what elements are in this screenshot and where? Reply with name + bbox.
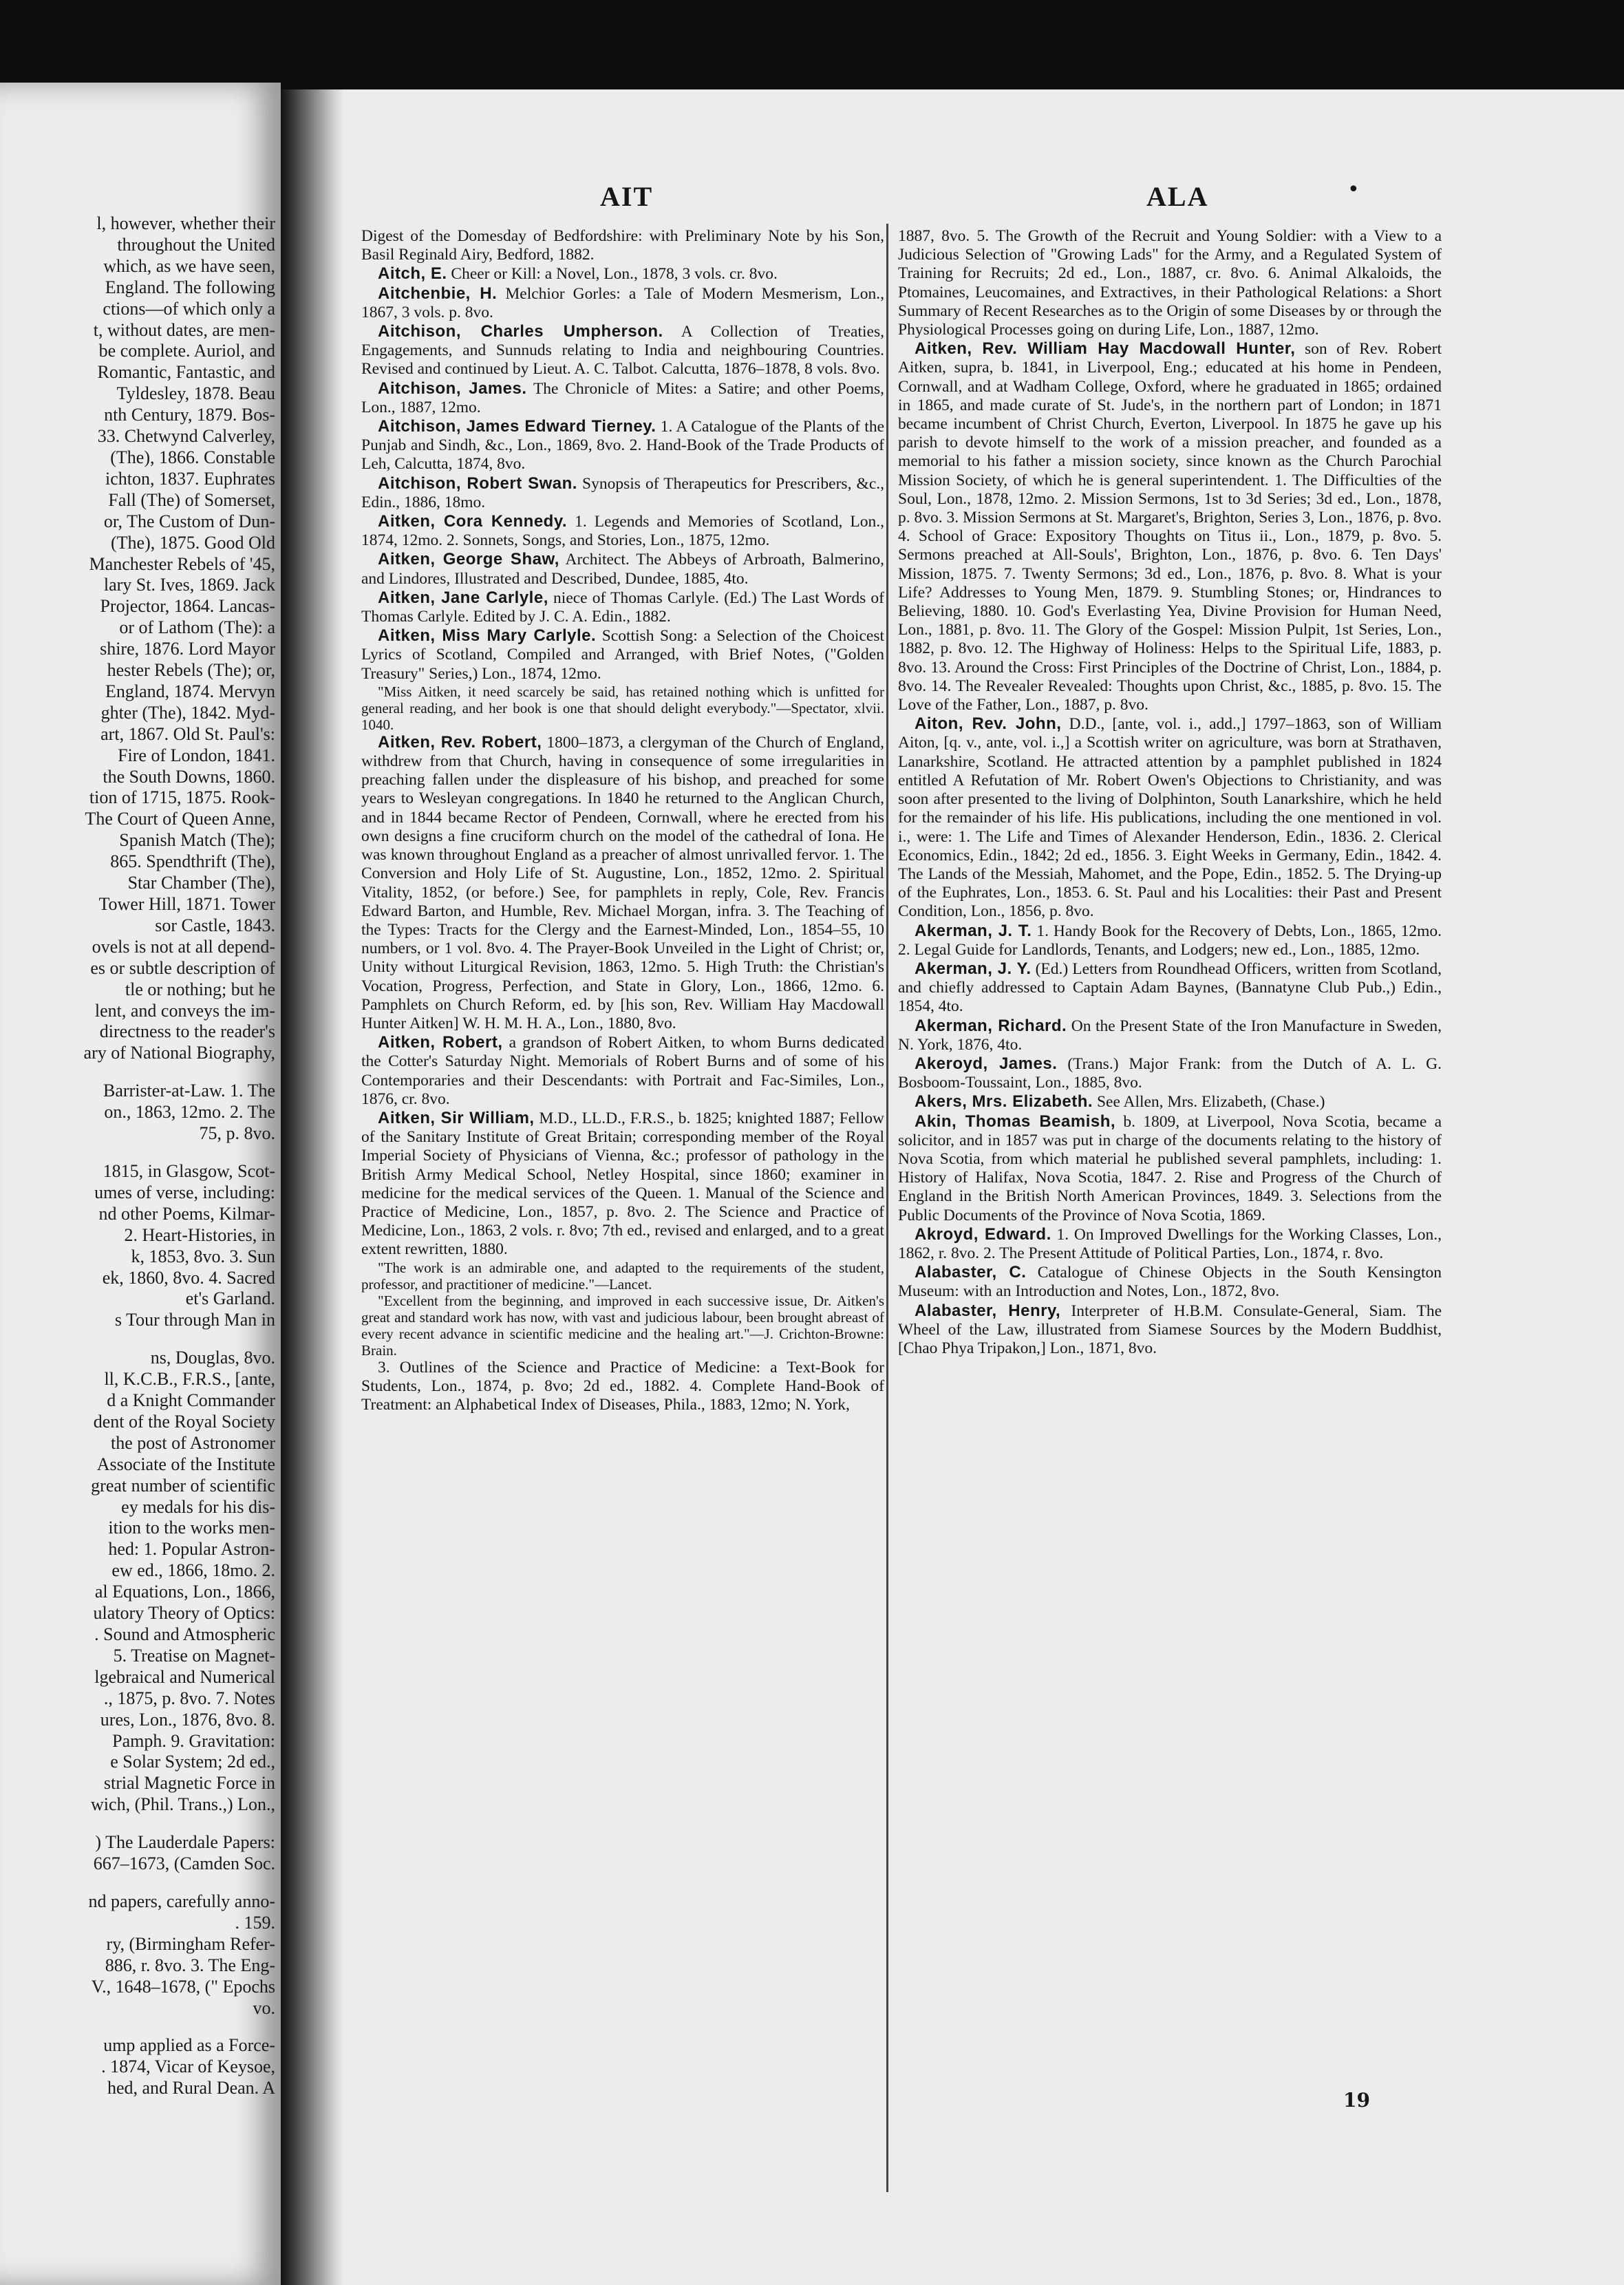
entry-text: On the Present State of the Iron Manufacture in Sweden, N. York, 1876, 4to. xyxy=(898,1017,1442,1054)
entry-quote xyxy=(361,1260,884,1293)
entry-text: "Miss Aitken, it need scarcely be said, has retained nothing which is unfitted for general reading, and her book is one that should delight everybody."—Spectator, xlvii. 1040. xyxy=(361,683,884,733)
entry-text: (Trans.) Major Frank: from the Dutch of A. L. G. Bosboom-Toussaint, Lon., 1885, 8vo. xyxy=(898,1054,1442,1092)
left-page-line: wich, (Phil. Trans.,) Lon., xyxy=(91,1794,275,1815)
left-page-line: ovels is not at all depend- xyxy=(92,936,275,957)
left-page-line: art, 1867. Old St. Paul's: xyxy=(100,723,275,744)
entry-headword: Aitken, Jane Carlyle, xyxy=(378,588,548,607)
entry-text: son of Rev. Robert Aitken, supra, b. 1841, in Liverpool, Eng.; educated at his home in Pendeen, Cornwall, and at Wadham College, Oxford, where he graduated in 1865; ordained in 1865, and made curate of St. Jude's, in the northern part of London; in 1871 became incumbent of Christ Church, Everton, Liverpool. In 1875 he gave up his parish to devote himself to the work of a mission preacher, and founded as a memorial to his father a mission society, since known as the Church Parochial Mission Society, of which he is general superintendent. 1. The Difficulties of the Soul, Lon., 1878, 12mo. 2. Mission Sermons, 1st to 3d Series; 3d ed., Lon., 1878, p. 8vo. 3. Mission Sermons at St. Margaret's, Brighton, Series 3, Lon., 1876, p. 8vo. 4. School of Grace: Expository Thoughts on Titus ii., Lon., 1879, p. 8vo. 5. Sermons preached at All-Souls', Brighton, Lon., 1876, p. 8vo. 6. Ten Days' Mission, 1875. 7. Twenty Sermons; 3d ed., Lon., 1876, p. 8vo. 8. What is your Life? Addresses to Young Men, 1879. 9. Stumbling Stones; or, Hindrances to Believing, 1880. 10. God's Everlasting Yea, Divine Provision for Human Need, Lon., 1881, p. 8vo. 11. The Glory of the Gospel: Mission Pulpit, 1st Series, Lon., 1882, p. 8vo. 12. The Highway of Holiness: Helps to the Spiritual Life, 1883, p. 8vo. 13. Around the Cross: First Principles of the Doctrine of Christ, Lon., 1884, p. 8vo. 14. The Revealer Revealed: Thoughts upon Christ, &c., 1885, p. 8vo. 15. The Love of the Father, Lon., 1887, p. 8vo. xyxy=(898,340,1442,714)
dictionary-entry xyxy=(361,512,884,550)
dictionary-entry xyxy=(898,227,1442,339)
book-gutter xyxy=(281,89,343,2285)
entry-text: 1800–1873, a clergyman of the Church of England, withdrew from that Church, having in consequence of some irregularities in preaching fallen under the displeasure of his bishop, and preached for some years to Wesleyan congregations. In 1840 he returned to the Anglican Church, and in 1844 became Rector of Pendeen, Cornwall, where he erected from his own designs a fine cruciform church on the model of the cathedral of Iona. He was known throughout England as a preacher of almost unrivalled fervor. 1. The Conversion and Holy Life of St. Augustine, Lon., 1852, 12mo. 2. Spiritual Vitality, 1852, (or before.) See, for pamphlets in reply, Cole, Rev. Francis Edward Barton, and Humble, Rev. Michael Morgan, infra. 3. The Teaching of the Types: Tracts for the Clergy and the Earnest-Minded, Lon., 1854–55, 10 numbers, or 1 vol. 8vo. 4. The Prayer-Book Unveiled in the Light of Christ; or, Unity without Liturgical Revision, 1863, 12mo. 5. High Truth: the Christian's Vocation, Progress, Perfection, and State in Glory, Lon., 1866, 12mo. 6. Pamphlets on Church Reform, ed. by [his son, Rev. William Hay Macdowall Hunter Aitken] W. H. M. H. A., Lon., 1880, 8vo. xyxy=(361,733,884,1032)
entry-text: niece of Thomas Carlyle. (Ed.) The Last Words of Thomas Carlyle. Edited by J. C. A. Edin., 1882. xyxy=(361,588,884,626)
entry-text: 3. Outlines of the Science and Practice of Medicine: a Text-Book for Students, Lon., 1874, p. 8vo; 2d ed., 1882. 4. Complete Hand-Book of Treatment: an Alphabetical Index of Diseases, Phila., 1883, 12mo; N. York, xyxy=(361,1358,884,1414)
left-page-line: the South Downs, 1860. xyxy=(103,766,275,787)
left-page-line: be complete. Auriol, and xyxy=(98,341,275,361)
entry-text: 1. Legends and Memories of Scotland, Lon., 1874, 12mo. 2. Sonnets, Songs, and Stories, Lon., 1875, 12mo. xyxy=(361,513,884,550)
entry-headword: Aitch, E. xyxy=(378,264,447,284)
entry-text: The Chronicle of Mites: a Satire; and other Poems, Lon., 1887, 12mo. xyxy=(361,379,884,416)
left-page-line: tle or nothing; but he xyxy=(125,979,275,999)
dictionary-entry xyxy=(361,227,884,264)
left-page-line: s Tour through Man in xyxy=(114,1310,275,1330)
entry-text: Catalogue of Chinese Objects in the South Kensington Museum: with an Introduction and Notes, Lon., 1872, 8vo. xyxy=(898,1264,1442,1301)
left-page-line: nd papers, carefully anno- xyxy=(88,1891,275,1911)
left-page-line: al Equations, Lon., 1866, xyxy=(94,1582,275,1602)
left-page-line: V., 1648–1678, (" Epochs xyxy=(91,1976,275,1997)
dictionary-entry xyxy=(361,322,884,379)
left-page-line: Pamph. 9. Gravitation: xyxy=(112,1730,275,1751)
left-page-line: lary St. Ives, 1869. Jack xyxy=(103,575,275,595)
entry-headword: Aitken, Cora Kennedy. xyxy=(378,512,568,531)
entry-text: 1. Handy Book for the Recovery of Debts, Lon., 1865, 12mo. 2. Legal Guide for Landlords, Tenants, and Lodgers; new ed., Lon., 1885, 12mo. xyxy=(898,922,1442,959)
left-page-line: lent, and conveys the im- xyxy=(94,1000,275,1021)
entry-headword: Aitchison, Charles Umpherson. xyxy=(378,322,663,341)
left-page-line: Fall (The) of Somerset, xyxy=(108,489,275,510)
entry-text: a grandson of Robert Aitken, to whom Burns dedicated the Cotter's Saturday Night. Memorials of Robert Burns and of some of his Contemporaries and their Descendants: with Portrait and Fac-Similes, Lon., 1876, cr. 8vo. xyxy=(361,1034,885,1108)
left-page-line: 33. Chetwynd Calverley, xyxy=(97,426,275,447)
left-page-line: ulatory Theory of Optics: xyxy=(93,1603,275,1624)
left-page-line: Tower Hill, 1871. Tower xyxy=(98,894,275,914)
left-page-line: 865. Spendthrift (The), xyxy=(110,851,275,872)
left-page-line: . Sound and Atmospheric xyxy=(94,1624,275,1644)
entry-headword: Aitchison, Robert Swan. xyxy=(378,474,577,493)
entry-headword: Alabaster, C. xyxy=(915,1263,1027,1282)
left-page-line: ns, Douglas, 8vo. xyxy=(150,1348,275,1368)
entry-headword: Alabaster, Henry, xyxy=(915,1301,1061,1320)
left-page-line: Projector, 1864. Lancas- xyxy=(100,596,275,617)
entry-text: Scottish Song: a Selection of the Choicest Lyrics of Scotland, Compiled and Arranged, with Brief Notes, ("Golden Treasury" Series,) Lon., 1874, 12mo. xyxy=(361,627,885,683)
left-page-line: . 159. xyxy=(235,1912,275,1933)
left-page-line: Fire of London, 1841. xyxy=(118,745,275,765)
left-page-line: hed, and Rural Dean. A xyxy=(107,2078,275,2098)
left-page-line: ump applied as a Force- xyxy=(103,2035,275,2056)
left-page-line: Star Chamber (The), xyxy=(127,873,275,893)
left-page-line: on., 1863, 12mo. 2. The xyxy=(104,1102,275,1123)
dictionary-entry xyxy=(898,1017,1442,1054)
left-page-line: 1815, in Glasgow, Scot- xyxy=(103,1160,275,1181)
entry-text: b. 1809, at Liverpool, Nova Scotia, became a solicitor, and in 1857 was put in charge of the documents relating to the history of Nova Scotia, from which material he published several pamphlets, including: 1. History of Halifax, Nova Scotia, 1847. 2. Rise and Progress of the Church of England in the British North American Provinces, 1849. 3. Selections from the Public Documents of the Province of Nova Scotia, 1869. xyxy=(898,1112,1442,1224)
entry-headword: Aitchison, James. xyxy=(378,379,527,398)
entry-quote xyxy=(361,1293,884,1359)
dictionary-entry xyxy=(898,959,1442,1017)
left-facing-page xyxy=(0,83,281,2285)
left-page-line: vo. xyxy=(253,1997,275,2018)
dictionary-entry xyxy=(361,264,884,284)
left-page-line: ek, 1860, 8vo. 4. Sacred xyxy=(102,1267,275,1288)
entry-text: (Ed.) Letters from Roundhead Officers, written from Scotland, and chiefly addressed to Captain Adam Baynes, (Bannatyne Club Pub.,) Edin., 1854, 4to. xyxy=(898,959,1442,1016)
entry-headword: Akroyd, Edward. xyxy=(915,1224,1051,1244)
left-page-line: or of Lathom (The): a xyxy=(119,617,275,638)
left-page-line: directness to the reader's xyxy=(99,1021,275,1042)
left-page-line: e Solar System; 2d ed., xyxy=(110,1752,275,1772)
entry-text: Digest of the Domesday of Bedfordshire: with Preliminary Note by his Son, Basil Reginald Airy, Bedford, 1882. xyxy=(361,227,884,264)
left-page-line: Romantic, Fantastic, and xyxy=(97,362,275,383)
entry-text: 1. A Catalogue of the Plants of the Punjab and Sindh, &c., Lon., 1869, 8vo. 2. Hand-Book of the Trade Products of Leh, Calcutta, 1874, 8vo. xyxy=(361,418,884,474)
left-page-line: ll, K.C.B., F.R.S., [ante, xyxy=(104,1369,275,1390)
dictionary-entry xyxy=(361,1033,884,1109)
left-page-line: ures, Lon., 1876, 8vo. 8. xyxy=(100,1709,275,1730)
left-page-line: England, 1874. Mervyn xyxy=(105,681,275,701)
left-page-line: shire, 1876. Lord Mayor xyxy=(100,639,275,659)
left-page-line: throughout the United xyxy=(117,234,275,255)
left-page-line: ary of National Biography, xyxy=(83,1043,275,1063)
entry-headword: Akerman, Richard. xyxy=(915,1016,1067,1035)
dictionary-entry xyxy=(361,417,884,474)
left-page-line: lgebraical and Numerical xyxy=(94,1666,275,1687)
page-number: 19 xyxy=(1343,2089,1370,2112)
left-page-line: England. The following xyxy=(105,277,275,297)
dictionary-entry xyxy=(361,626,884,683)
entry-headword: Akers, Mrs. Elizabeth. xyxy=(915,1092,1093,1112)
running-head-left: AIT xyxy=(600,181,654,212)
left-page-column xyxy=(6,213,275,2099)
entry-text: "The work is an admirable one, and adapted to the requirements of the student, professor, and practitioner of medicine."—Lancet. xyxy=(361,1259,884,1293)
left-page-line: 2. Heart-Histories, in xyxy=(124,1224,275,1245)
left-page-line: et's Garland. xyxy=(185,1288,275,1309)
left-page-line: nd other Poems, Kilmar- xyxy=(98,1203,275,1224)
left-page-line: . 1874, Vicar of Keysoe, xyxy=(101,2056,275,2077)
entry-headword: Aitken, Robert, xyxy=(378,1033,503,1052)
left-page-line: ) The Lauderdale Papers: xyxy=(95,1832,275,1853)
entry-text: Interpreter of H.B.M. Consulate-General, Siam. The Wheel of the Law, illustrated from Siamese Sources by the Modern Buddhist, [Chao Phya Tripakon,] Lon., 1871, 8vo. xyxy=(898,1301,1442,1357)
left-page-line: k, 1853, 8vo. 3. Sun xyxy=(131,1246,275,1266)
left-page-line: nth Century, 1879. Bos- xyxy=(104,405,275,425)
left-page-line: t, without dates, are men- xyxy=(93,319,275,340)
entry-text: 1887, 8vo. 5. The Growth of the Recruit and Young Soldier: with a View to a Judicious Selection of "Growing Lads" for the Army, and a Regulated System of Training for Recruits; 2d ed., Lon., 1887, cr. 8vo. 6. Animal Alkaloids, the Ptomaines, Leucomaines, and Extractives, in their Pathological Relations: a Short Summary of Recent Researches as to the Origin of some Diseases by or through the Physiological Processes going on during Life, Lon., 1887, 12mo. xyxy=(898,227,1442,339)
entry-text: Synopsis of Therapeutics for Prescribers, &c., Edin., 1886, 18mo. xyxy=(361,474,884,511)
column-rule xyxy=(886,224,888,2192)
dictionary-entry xyxy=(361,379,884,417)
left-page-line: ichton, 1837. Euphrates xyxy=(105,468,275,489)
dictionary-entry xyxy=(898,922,1442,959)
dictionary-entry xyxy=(361,550,884,588)
left-page-line: or, The Custom of Dun- xyxy=(103,511,275,531)
left-page-line: ition to the works men- xyxy=(108,1518,275,1538)
entry-headword: Aitken, George Shaw, xyxy=(378,550,559,569)
left-page-line: umes of verse, including: xyxy=(94,1182,275,1202)
entry-text: Melchior Gorles: a Tale of Modern Mesmerism, Lon., 1867, 3 vols. p. 8vo. xyxy=(361,284,884,321)
dictionary-entry xyxy=(361,284,884,322)
left-page-line: 886, r. 8vo. 3. The Eng- xyxy=(105,1955,275,1975)
print-mark: • xyxy=(1347,178,1360,202)
entry-headword: Aitken, Rev. Robert, xyxy=(378,732,542,752)
left-page-line: The Court of Queen Anne, xyxy=(85,809,275,829)
left-page-line: Barrister-at-Law. 1. The xyxy=(103,1081,275,1101)
left-page-line: 5. Treatise on Magnet- xyxy=(113,1645,275,1666)
dictionary-entry xyxy=(361,733,884,1033)
left-page-line: (The), 1866. Constable xyxy=(110,447,275,467)
entry-headword: Aiton, Rev. John, xyxy=(915,714,1062,734)
column-right xyxy=(898,227,1442,1358)
dictionary-entry xyxy=(898,1092,1442,1112)
left-page-line: dent of the Royal Society xyxy=(93,1411,275,1432)
entry-headword: Akeroyd, James. xyxy=(915,1054,1058,1073)
entry-headword: Aitken, Rev. William Hay Macdowall Hunter, xyxy=(915,339,1296,359)
left-page-line: which, as we have seen, xyxy=(103,255,275,276)
left-page-line: hed: 1. Popular Astron- xyxy=(108,1539,275,1560)
running-head-right: ALA xyxy=(1146,181,1209,212)
dictionary-entry xyxy=(898,1301,1442,1359)
entry-quote xyxy=(361,683,884,733)
left-page-line: ctions—of which only a xyxy=(103,298,275,319)
left-page-line: ., 1875, p. 8vo. 7. Notes xyxy=(103,1688,275,1708)
dictionary-entry xyxy=(898,714,1442,921)
entry-text: "Excellent from the beginning, and improved in each successive issue, Dr. Aitken's great and standard work has now, with vast and judicious labour, been brought abreast of every recent advance in scientific medicine and the healing art."—J. Crichton-Browne: Brain. xyxy=(361,1292,884,1359)
entry-headword: Akerman, J. Y. xyxy=(915,959,1032,978)
left-page-line: great number of scientific xyxy=(91,1475,275,1496)
dictionary-entry xyxy=(898,1054,1442,1092)
left-page-line: 75, p. 8vo. xyxy=(199,1123,275,1144)
entry-text: D.D., [ante, vol. i., add.,] 1797–1863, son of William Aiton, [q. v., ante, vol. i.,] a Scottish writer on agriculture, was born at Strathaven, Lanarkshire, Scotland. He attracted attention by a pamphlet published in 1824 entitled A Refutation of Mr. Robert Owen's Objections to Christianity, and was soon after presented to the living of Dolphinton, South Lanarkshire, which he held for the remainder of his life. His publications, including the one mentioned in vol. i., were: 1. The Life and Times of Alexander Henderson, Edin., 1836. 2. Clerical Economics, Edin., 1842; 2d ed., 1856. 3. Eight Weeks in Germany, Edin., 1842. 4. The Lands of the Messiah, Mahomet, and the Pope, Edin., 1852. 5. The Drying-up of the Euphrates, Lon., 1853. 6. St. Paul and his Localities: their Past and Present Condition, Lon., 1856, p. 8vo. xyxy=(898,715,1442,921)
left-page-line: Tyldesley, 1878. Beau xyxy=(116,383,275,404)
left-page-line: 667–1673, (Camden Soc. xyxy=(93,1853,275,1874)
dictionary-entry xyxy=(361,1359,884,1415)
dictionary-entry xyxy=(361,588,884,626)
dictionary-entry xyxy=(361,1109,884,1260)
left-page-line: strial Magnetic Force in xyxy=(103,1773,275,1794)
left-page-line: sor Castle, 1843. xyxy=(155,915,275,935)
entry-headword: Aitken, Miss Mary Carlyle. xyxy=(378,626,597,646)
entry-headword: Aitchenbie, H. xyxy=(378,284,498,303)
entry-text: M.D., LL.D., F.R.S., b. 1825; knighted 1887; Fellow of the Sanitary Institute of Great Britain; corresponding member of the Royal Imperial Society of Physicians of Vienna, &c.; professor of pathology in the British Army Medical School, Netley Hospital, since 1860; examiner in medicine for the medical services of the Queen. 1. Manual of the Science and Practice of Medicine, Lon., 1857, p. 8vo. 2. The Science and Practice of Medicine, Lon., 1863, 2 vols. r. 8vo; 7th ed., revised and enlarged, and to a great extent rewritten, 1880. xyxy=(361,1109,884,1259)
left-page-line: Spanish Match (The); xyxy=(119,830,275,851)
left-page-line: ew ed., 1866, 18mo. 2. xyxy=(111,1560,275,1581)
left-page-line: the post of Astronomer xyxy=(110,1432,275,1453)
column-left xyxy=(361,227,884,1414)
left-page-line: d a Knight Commander xyxy=(107,1390,275,1411)
left-page-line: hester Rebels (The); or, xyxy=(107,660,275,681)
left-page-line: es or subtle description of xyxy=(90,957,275,978)
left-page-line: ghter (The), 1842. Myd- xyxy=(100,702,275,723)
dictionary-entry xyxy=(898,1263,1442,1301)
entry-text: See Allen, Mrs. Elizabeth, (Chase.) xyxy=(1093,1093,1325,1112)
left-page-line: tion of 1715, 1875. Rook- xyxy=(89,787,275,808)
entry-text: 1. On Improved Dwellings for the Working Classes, Lon., 1862, r. 8vo. 2. The Present Attitude of Political Parties, Lon., 1874, r. 8vo. xyxy=(898,1225,1442,1262)
left-page-line: ey medals for his dis- xyxy=(121,1496,275,1517)
left-page-line: ry, (Birmingham Refer- xyxy=(106,1933,275,1954)
entry-text: A Collection of Treaties, Engagements, and Sunnuds relating to India and neighbouring Countries. Revised and continued by Lieut. A. C. Talbot. Calcutta, 1876–1878, 8 vols. 8vo. xyxy=(361,323,884,379)
entry-text: Architect. The Abbeys of Arbroath, Balmerino, and Lindores, Illustrated and Described, Dundee, 1885, 4to. xyxy=(361,551,884,588)
left-page-line: Manchester Rebels of '45, xyxy=(89,553,275,574)
left-page-line: l, however, whether their xyxy=(96,213,275,233)
dictionary-entry xyxy=(898,1225,1442,1263)
entry-headword: Akin, Thomas Beamish, xyxy=(915,1112,1116,1131)
entry-headword: Aitchison, James Edward Tierney. xyxy=(378,417,656,436)
dictionary-entry xyxy=(898,1112,1442,1225)
entry-text: Cheer or Kill: a Novel, Lon., 1878, 3 vols. cr. 8vo. xyxy=(447,265,778,284)
entry-headword: Aitken, Sir William, xyxy=(378,1108,535,1127)
dictionary-entry xyxy=(898,339,1442,714)
entry-headword: Akerman, J. T. xyxy=(915,921,1032,940)
left-page-line: (The), 1875. Good Old xyxy=(110,532,275,553)
dictionary-entry xyxy=(361,474,884,512)
left-page-line: Associate of the Institute xyxy=(96,1454,275,1474)
